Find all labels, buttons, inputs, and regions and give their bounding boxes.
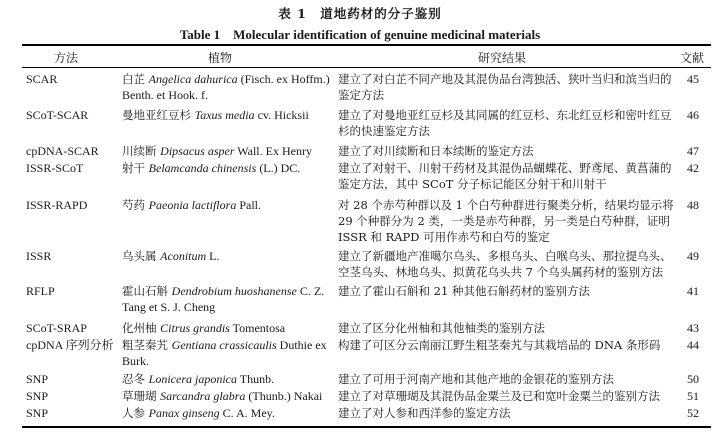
cell-ref: 45	[687, 72, 699, 86]
plant-chinese-name: 曼地亚红豆杉	[122, 108, 195, 122]
cell-result	[338, 248, 676, 280]
plant-chinese-name: 霍山石斛	[122, 284, 172, 298]
cell-ref: 47	[687, 144, 699, 158]
cell-ref: 46	[687, 108, 699, 122]
cell-plant	[122, 248, 332, 264]
cell-ref: 43	[687, 321, 699, 335]
plant-chinese-name: 白芷	[122, 72, 149, 86]
cell-method: SNP	[26, 406, 49, 420]
cell-result	[338, 160, 676, 192]
plant-author: Pall.	[236, 198, 261, 212]
cell-plant	[122, 283, 332, 315]
plant-chinese-name: 草珊瑚	[122, 389, 161, 403]
result-text: 建立了对曼地亚红豆杉及其同属的红豆杉、东北红豆杉和密叶红豆杉的快速鉴定方法	[338, 108, 672, 138]
header-rule	[22, 67, 711, 68]
plant-chinese-name: 忍冬	[122, 372, 149, 386]
cell-ref: 50	[687, 372, 699, 386]
cell-plant	[122, 320, 332, 336]
plant-latin-name: Taxus media	[194, 108, 255, 122]
plant-chinese-name: 射干	[122, 161, 149, 175]
cell-result	[338, 405, 676, 421]
plant-latin-name: Aconitum	[160, 249, 207, 263]
cell-method: ISSR	[26, 249, 52, 263]
result-text: 建立了对人参和西洋参的鉴定方法	[338, 406, 511, 420]
plant-author: cv. Hicksii	[254, 108, 309, 122]
plant-latin-name: Paeonia lactiflora	[148, 198, 237, 212]
cell-method: SNP	[26, 389, 49, 403]
plant-chinese-name: 人参	[122, 406, 149, 420]
plant-latin-name: Lonicera japonica	[148, 372, 237, 386]
cell-plant	[122, 371, 332, 387]
cell-method: cpDNA 序列分析	[26, 338, 114, 352]
plant-author: Duthie ex Burk.	[122, 338, 327, 368]
cell-plant	[122, 160, 332, 176]
cell-ref: 51	[687, 389, 699, 403]
cell-plant	[122, 197, 332, 213]
plant-author: (Thunb.) Nakai	[245, 389, 323, 403]
plant-latin-name: Belamcanda chinensis	[148, 161, 257, 175]
plant-author: Tomentosa	[229, 321, 286, 335]
plant-chinese-name: 化州柚	[122, 321, 161, 335]
result-text: 建立了对川续断和日本续断的鉴定方法	[338, 144, 534, 158]
result-text: 建立了霍山石斛和 21 种其他石斛药材的鉴别方法	[338, 284, 590, 298]
cell-plant	[122, 107, 332, 123]
cell-plant	[122, 405, 332, 421]
plant-author: Thunb.	[236, 372, 275, 386]
plant-latin-name: Gentiana crassicaulis	[171, 338, 277, 352]
result-text: 建立了区分化州柚和其他柚类的鉴别方法	[338, 321, 545, 335]
cell-method: ISSR-SCoT	[26, 161, 84, 175]
plant-latin-name: Panax ginseng	[148, 406, 220, 420]
cell-method: SCAR	[26, 72, 58, 86]
top-rule	[22, 44, 711, 46]
cell-method: SCoT-SRAP	[26, 321, 87, 335]
cell-plant	[122, 388, 332, 404]
plant-chinese-name: 粗茎秦艽	[122, 338, 172, 352]
plant-chinese-name: 川续断	[122, 144, 161, 158]
plant-author: (L.) DC.	[256, 161, 301, 175]
cell-result	[338, 388, 676, 404]
cell-result	[338, 371, 676, 387]
header-plant: 植物	[208, 51, 233, 65]
cell-method: ISSR-RAPD	[26, 198, 88, 212]
cell-result	[338, 320, 676, 336]
plant-latin-name: Dendrobium huoshanense	[171, 284, 297, 298]
plant-chinese-name: 乌头属	[122, 249, 161, 263]
plant-latin-name: Citrus grandis	[160, 321, 230, 335]
plant-author: C. Z. Tang et S. J. Cheng	[122, 284, 325, 314]
cell-plant	[122, 337, 332, 369]
cell-result	[338, 337, 676, 353]
cell-result	[338, 107, 676, 139]
result-text: 建立了对射干、川射干药材及其混伪品蝴蝶花、野鸢尾、黄菖蒲的鉴定方法，其中 SCoT 分子标记能区分射干和川射干	[338, 161, 672, 191]
plant-latin-name: Dipsacus asper	[160, 144, 235, 158]
plant-chinese-name: 芍药	[122, 198, 149, 212]
cell-ref: 52	[687, 406, 699, 420]
result-text: 对 28 个赤芍种群以及 1 个白芍种群进行聚类分析，结果均显示将 29 个种群分为 2 类，一类是赤芍种群，另一类是白芍种群，证明 ISSR 和 RAPD 可用作赤芍和白芍的鉴定	[338, 198, 674, 244]
plant-latin-name: Sarcandra glabra	[160, 389, 246, 403]
result-text: 建立了新疆地产准噶尔乌头、多根乌头、白喉乌头、那拉提乌头、空茎乌头、林地乌头、拟黄花乌头共 7 个乌头属药材的鉴别方法	[338, 249, 672, 279]
header-ref: 文献	[680, 51, 705, 65]
header-method: 方法	[54, 51, 79, 65]
table-title-cn: 表 1 道地药材的分子鉴别	[278, 6, 442, 21]
result-text: 建立了对草珊瑚及其混伪品金粟兰及已和宽叶金粟兰的鉴别方法	[338, 389, 660, 403]
cell-result	[338, 283, 676, 299]
cell-method: cpDNA-SCAR	[26, 144, 99, 158]
cell-ref: 41	[687, 284, 699, 298]
cell-method: SNP	[26, 372, 49, 386]
cell-ref: 44	[687, 338, 699, 352]
cell-result	[338, 71, 676, 103]
bottom-rule	[22, 426, 711, 428]
header-result: 研究结果	[478, 51, 527, 65]
plant-author: (Fisch. ex Hoffm.) Benth. et Hook. f.	[122, 72, 330, 102]
cell-method: SCoT-SCAR	[26, 108, 89, 122]
plant-author: C. A. Mey.	[219, 406, 275, 420]
cell-ref: 42	[687, 161, 699, 175]
cell-plant	[122, 143, 332, 159]
cell-ref: 49	[687, 249, 699, 263]
plant-author: Wall. Ex Henry	[234, 144, 312, 158]
result-text: 建立了对白芷不同产地及其混伪品台湾独活、狭叶当归和滨当归的鉴定方法	[338, 72, 672, 102]
result-text: 构建了可区分云南丽江野生粗茎秦艽与其栽培品的 DNA 条形码	[338, 338, 661, 352]
cell-result	[338, 197, 676, 245]
result-text: 建立了可用于河南产地和其他产地的金银花的鉴别方法	[338, 372, 614, 386]
cell-ref: 48	[687, 198, 699, 212]
cell-plant	[122, 71, 332, 103]
cell-result	[338, 143, 676, 159]
table-title-en: Table 1 Molecular identification of genuine medicinal materials	[179, 27, 541, 42]
plant-author: L.	[206, 249, 220, 263]
plant-latin-name: Angelica dahurica	[148, 72, 238, 86]
cell-method: RFLP	[26, 284, 55, 298]
